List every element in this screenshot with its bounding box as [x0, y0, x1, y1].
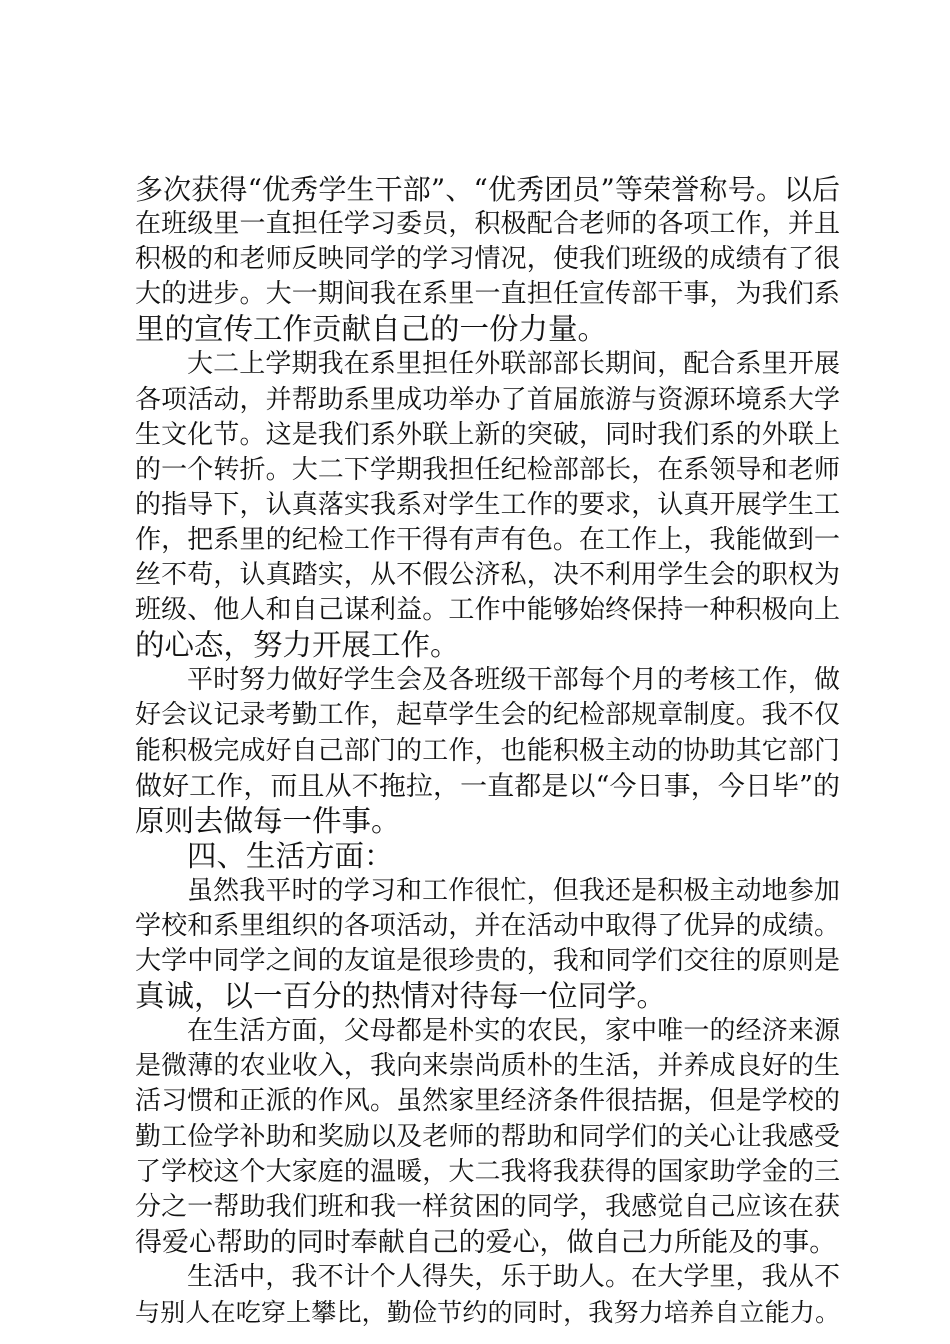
text-line: 学校和系里组织的各项活动，并在活动中取得了优异的成绩。 — [135, 910, 840, 941]
text-line: 能积极完成好自己部门的工作，也能积极主动的协助其它部门 — [135, 735, 840, 766]
text-line: 分之一帮助我们班和我一样贫困的同学，我感觉自己应该在获 — [135, 1191, 840, 1222]
paragraph-first-line: 平时努力做好学生会及各班级干部每个月的考核工作，做 — [187, 665, 840, 696]
paragraph-first-line: 虽然我平时的学习和工作很忙，但我还是积极主动地参加 — [187, 875, 840, 906]
text-line: 原则去做每一件事。 — [135, 803, 401, 838]
text-line: 真诚，以一百分的热情对待每一位同学。 — [135, 979, 667, 1014]
text-line: 做好工作，而且从不拖拉，一直都是以“今日事，今日毕”的 — [135, 770, 840, 802]
text-line: 的指导下，认真落实我系对学生工作的要求，认真开展学生工 — [135, 489, 840, 520]
document-body — [135, 172, 840, 1330]
text-line: 了学校这个大家庭的温暖，大二我将我获得的国家助学金的三 — [135, 1156, 840, 1187]
text-line: 积极的和老师反映同学的学习情况，使我们班级的成绩有了很 — [135, 244, 840, 275]
text-line: 活习惯和正派的作风。虽然家里经济条件很拮据，但是学校的 — [135, 1086, 840, 1117]
text-line: 的一个转折。大二下学期我担任纪检部部长，在系领导和老师 — [135, 454, 840, 485]
text-line: 各项活动，并帮助系里成功举办了首届旅游与资源环境系大学 — [135, 384, 840, 415]
text-line: 与别人在吃穿上攀比，勤俭节约的同时，我努力培养自立能力。 — [135, 1298, 840, 1327]
text-line: 多次获得“优秀学生干部”、“优秀团员”等荣誉称号。以后 — [135, 173, 840, 206]
text-line: 丝不苟，认真踏实，从不假公济私，决不利用学生会的职权为 — [135, 560, 840, 591]
text-line: 生文化节。这是我们系外联上新的突破，同时我们系的外联上 — [135, 419, 840, 450]
text-line: 大学中同学之间的友谊是很珍贵的，我和同学们交往的原则是 — [135, 946, 840, 977]
paragraph-first-line: 大二上学期我在系里担任外联部部长期间，配合系里开展 — [187, 349, 840, 380]
text-line: 是微薄的农业收入，我向来崇尚质朴的生活，并养成良好的生 — [135, 1051, 840, 1082]
text-line: 里的宣传工作贡献自己的一份力量。 — [135, 312, 608, 347]
text-line: 作，把系里的纪检工作干得有声有色。在工作上，我能做到一 — [135, 524, 840, 555]
text-line: 得爱心帮助的同时奉献自己的爱心，做自己力所能及的事。 — [135, 1226, 837, 1258]
paragraph-first-line: 生活中，我不计个人得失，乐于助人。在大学里，我从不 — [187, 1261, 840, 1292]
paragraph-first-line: 在生活方面，父母都是朴实的农民，家中唯一的经济来源 — [187, 1016, 840, 1047]
text-line: 勤工俭学补助和奖励以及老师的帮助和同学们的关心让我感受 — [135, 1121, 840, 1152]
text-line: 大的进步。大一期间我在系里一直担任宣传部干事，为我们系 — [135, 279, 840, 310]
section-heading: 四、生活方面： — [187, 838, 394, 873]
text-line: 在班级里一直担任学习委员，积极配合老师的各项工作，并且 — [135, 209, 840, 240]
text-line: 的心态，努力开展工作。 — [135, 628, 460, 663]
text-line: 班级、他人和自己谋利益。工作中能够始终保持一种积极向上 — [135, 595, 840, 626]
text-line: 好会议记录考勤工作，起草学生会的纪检部规章制度。我不仅 — [135, 700, 840, 731]
